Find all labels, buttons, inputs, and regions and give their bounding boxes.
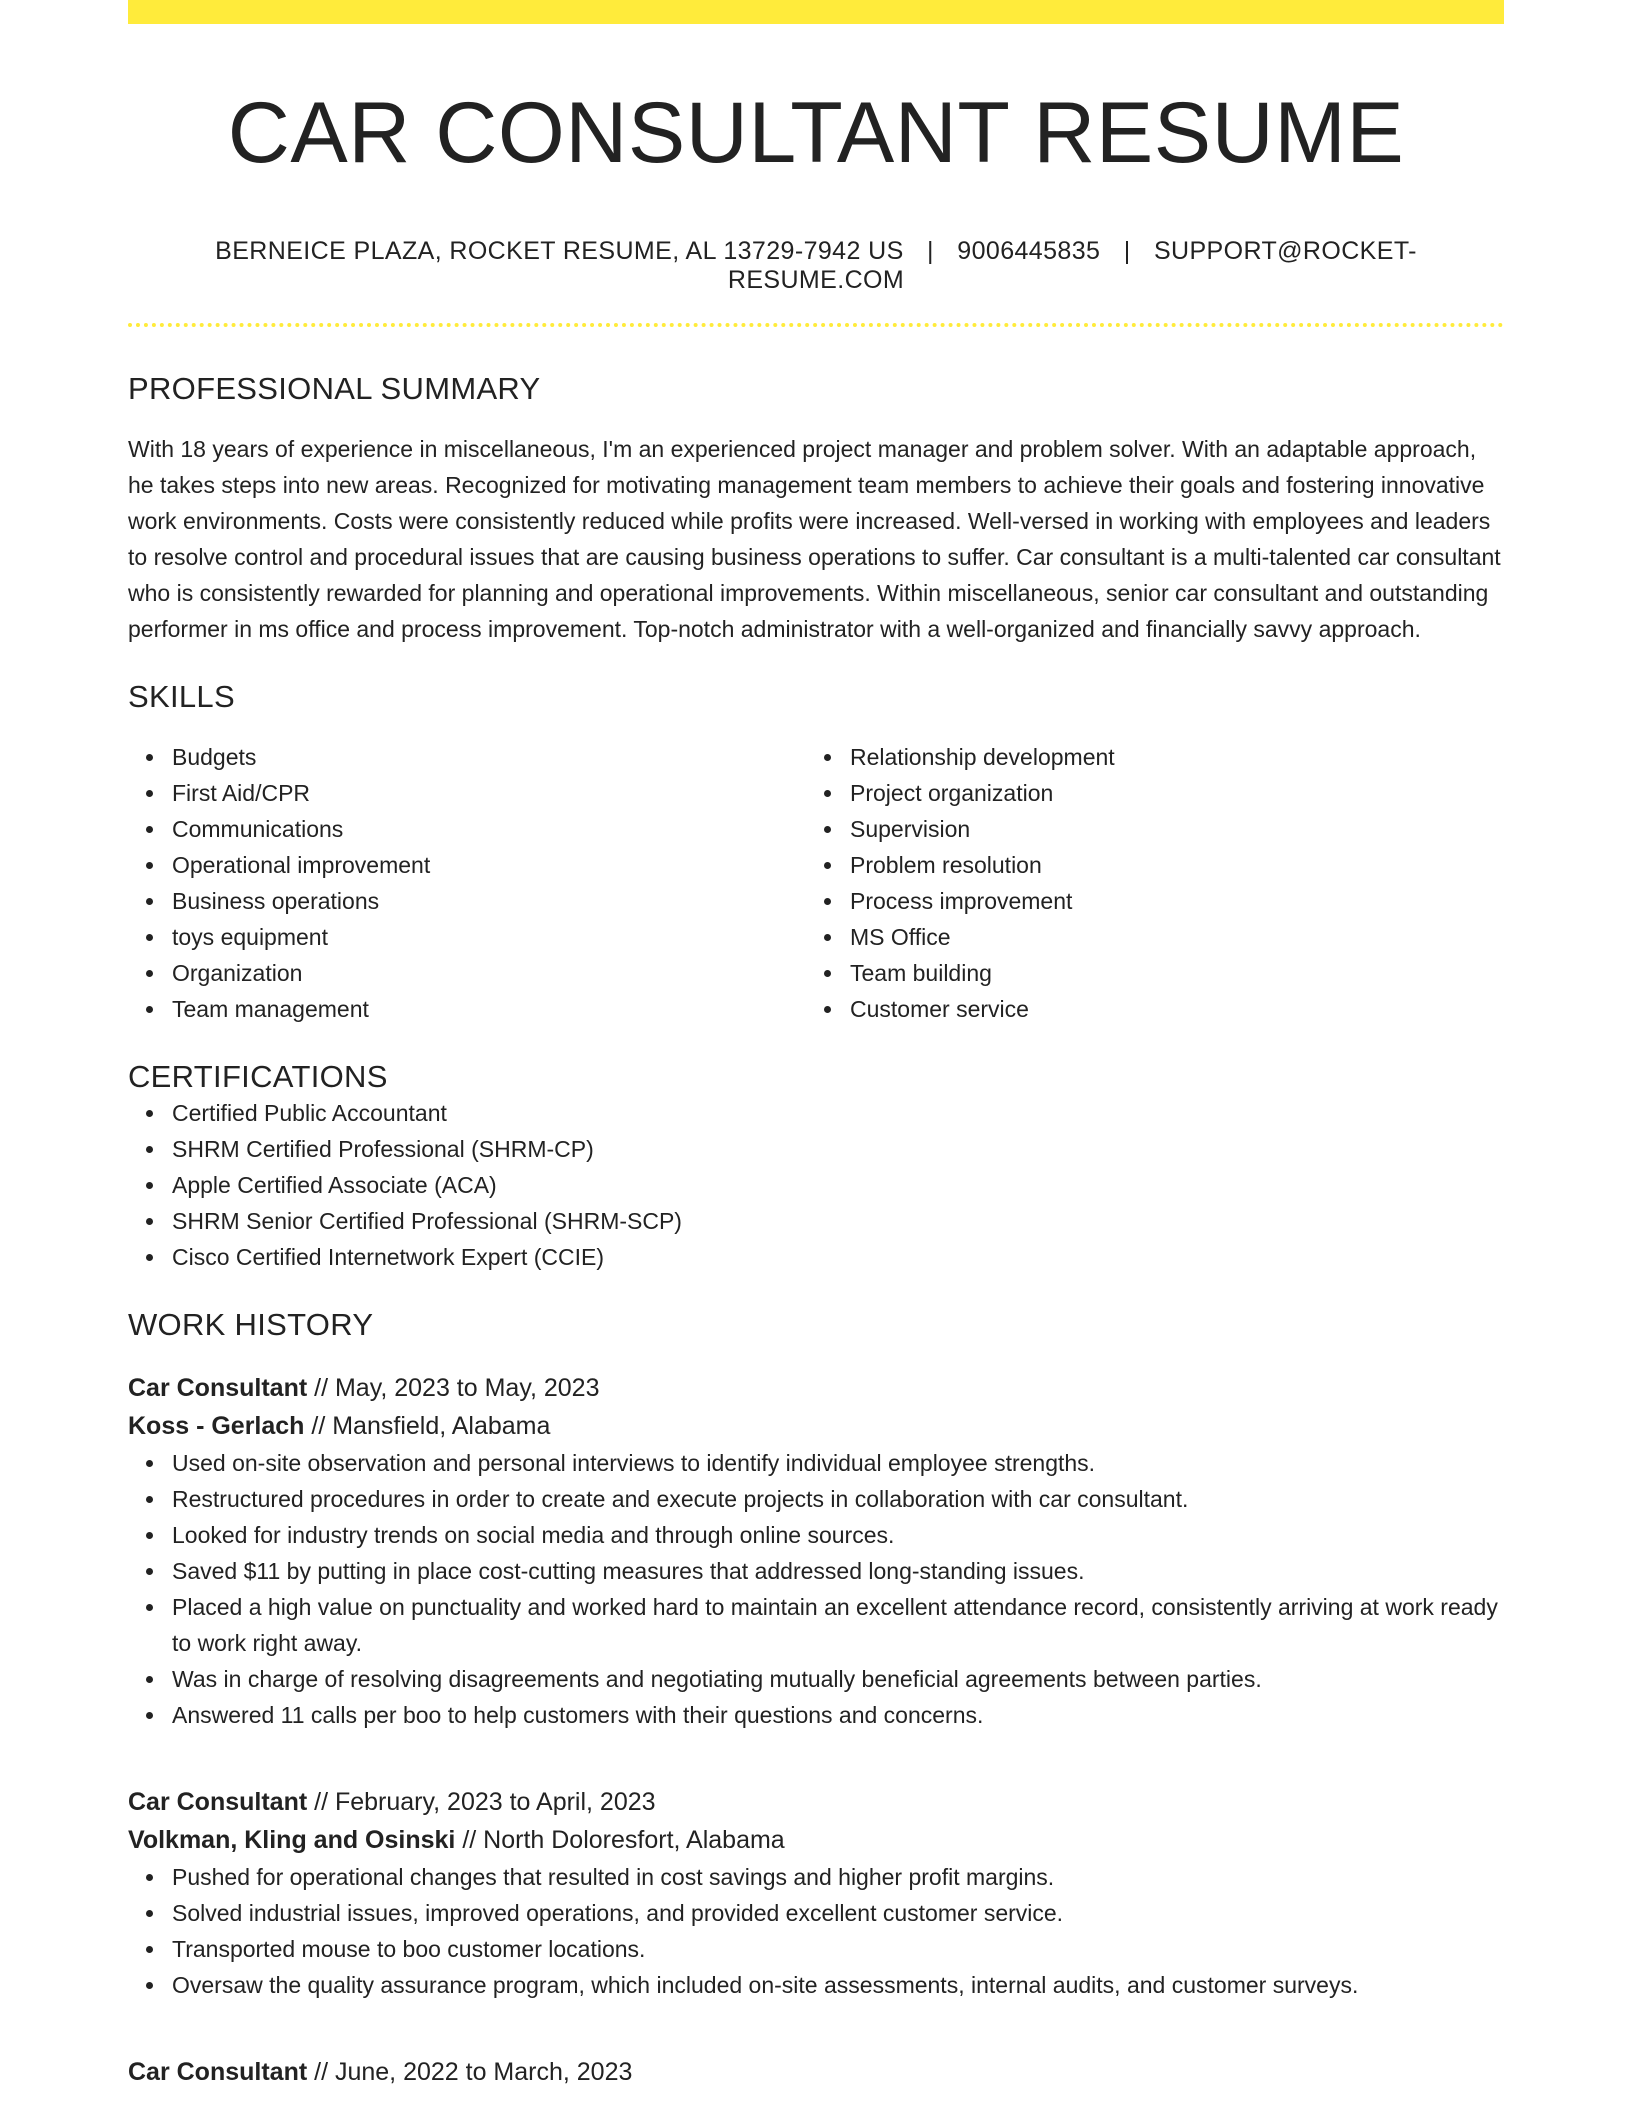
certification-item: Cisco Certified Internetwork Expert (CCIE) xyxy=(172,1239,1504,1275)
certification-item: SHRM Certified Professional (SHRM-CP) xyxy=(172,1131,1504,1167)
contact-address: BERNEICE PLAZA, ROCKET RESUME, AL 13729-7942 US xyxy=(215,236,904,265)
contact-phone: 9006445835 xyxy=(957,236,1101,265)
skill-item: Process improvement xyxy=(850,883,1484,919)
job-bullet: Was in charge of resolving disagreements and negotiating mutually beneficial agreements between parties. xyxy=(172,1661,1504,1697)
dotted-divider xyxy=(128,323,1504,327)
skill-item: Supervision xyxy=(850,811,1484,847)
job-role-line xyxy=(128,1783,1504,1821)
resume-page xyxy=(128,0,1504,2091)
summary-heading: PROFESSIONAL SUMMARY xyxy=(128,370,541,406)
contact-separator: | xyxy=(1123,236,1131,265)
job-company-line xyxy=(128,1821,1504,1859)
skill-item: Problem resolution xyxy=(850,847,1484,883)
job-role: Car Consultant xyxy=(128,2057,308,2086)
skill-item: Team building xyxy=(850,955,1484,991)
skills-column-left xyxy=(128,739,806,1027)
job-location: // Mansfield, Alabama xyxy=(304,1411,551,1440)
job-bullet: Answered 11 calls per boo to help customers with their questions and concerns. xyxy=(172,1697,1504,1733)
skills-list-right xyxy=(806,739,1484,1027)
job-role: Car Consultant xyxy=(128,1373,308,1402)
job-bullet: Oversaw the quality assurance program, which included on-site assessments, internal audits, and customer surveys. xyxy=(172,1967,1504,2003)
job-dates: // February, 2023 to April, 2023 xyxy=(307,1787,656,1816)
job-bullet: Placed a high value on punctuality and worked hard to maintain an excellent attendance record, consistently arriving at work ready to work right away. xyxy=(172,1589,1504,1661)
job-bullet: Restructured procedures in order to create and execute projects in collaboration with car consultant. xyxy=(172,1481,1504,1517)
contact-separator: | xyxy=(927,236,934,265)
job-role: Car Consultant xyxy=(128,1787,308,1816)
job-company: Volkman, Kling and Osinski xyxy=(128,1825,456,1854)
contact-email: SUPPORT@ROCKET-RESUME.COM xyxy=(727,236,1417,294)
certifications-list xyxy=(128,1095,1504,1275)
accent-top-bar xyxy=(128,0,1504,24)
certification-item: Apple Certified Associate (ACA) xyxy=(172,1167,1504,1203)
skill-item: MS Office xyxy=(850,919,1484,955)
job-company: Koss - Gerlach xyxy=(128,1411,305,1440)
contact-line xyxy=(128,237,1504,295)
skills-list-left xyxy=(128,739,806,1027)
job-dates: // May, 2023 to May, 2023 xyxy=(307,1373,600,1402)
job-location: // North Doloresfort, Alabama xyxy=(455,1825,785,1854)
job-company-line xyxy=(128,1407,1504,1445)
job-bullet: Used on-site observation and personal interviews to identify individual employee strengths. xyxy=(172,1445,1504,1481)
job-entry xyxy=(128,1783,1504,2003)
job-bullet: Solved industrial issues, improved operations, and provided excellent customer service. xyxy=(172,1895,1504,1931)
skill-item: Communications xyxy=(172,811,806,847)
job-entry xyxy=(128,2053,1504,2091)
skill-item: Budgets xyxy=(172,739,806,775)
skill-item: Operational improvement xyxy=(172,847,806,883)
job-bullet: Looked for industry trends on social media and through online sources. xyxy=(172,1517,1504,1553)
certification-item: Certified Public Accountant xyxy=(172,1095,1504,1131)
skill-item: First Aid/CPR xyxy=(172,775,806,811)
skills-heading: SKILLS xyxy=(128,678,235,714)
job-bullet-list xyxy=(128,1859,1504,2003)
skill-item: Customer service xyxy=(850,991,1484,1027)
skill-item: Business operations xyxy=(172,883,806,919)
job-dates: // June, 2022 to March, 2023 xyxy=(307,2057,633,2086)
skill-item: toys equipment xyxy=(172,919,806,955)
skills-column-right xyxy=(806,739,1484,1027)
skill-item: Relationship development xyxy=(850,739,1484,775)
job-entry xyxy=(128,1369,1504,1733)
certification-item: SHRM Senior Certified Professional (SHRM-SCP) xyxy=(172,1203,1504,1239)
resume-title: CAR CONSULTANT RESUME xyxy=(227,85,1405,181)
summary-text: With 18 years of experience in miscellaneous, I'm an experienced project manager and problem solver. With an adaptable approach, he takes steps into new areas. Recognized for motivating management team members to achieve their goals and fostering innovative work environments. Costs were consistently reduced while profits were increased. Well-versed in working with employees and leaders to resolve control and procedural issues that are causing business operations to suffer. Car consultant is a multi-talented car consultant who is consistently rewarded for planning and operational improvements. Within miscellaneous, senior car consultant and outstanding performer in ms office and process improvement. Top-notch administrator with a well-organized and financially savvy approach. xyxy=(128,435,1501,642)
job-bullet: Transported mouse to boo customer locations. xyxy=(172,1931,1504,1967)
skill-item: Organization xyxy=(172,955,806,991)
job-bullet: Pushed for operational changes that resulted in cost savings and higher profit margins. xyxy=(172,1859,1504,1895)
work-history-heading: WORK HISTORY xyxy=(128,1306,374,1342)
job-bullet-list xyxy=(128,1445,1504,1733)
job-bullet: Saved $11 by putting in place cost-cutting measures that addressed long-standing issues. xyxy=(172,1553,1504,1589)
skills-columns xyxy=(128,739,1504,1027)
job-role-line xyxy=(128,2053,1504,2091)
skill-item: Team management xyxy=(172,991,806,1027)
certifications-heading: CERTIFICATIONS xyxy=(128,1058,388,1094)
job-role-line xyxy=(128,1369,1504,1407)
skill-item: Project organization xyxy=(850,775,1484,811)
